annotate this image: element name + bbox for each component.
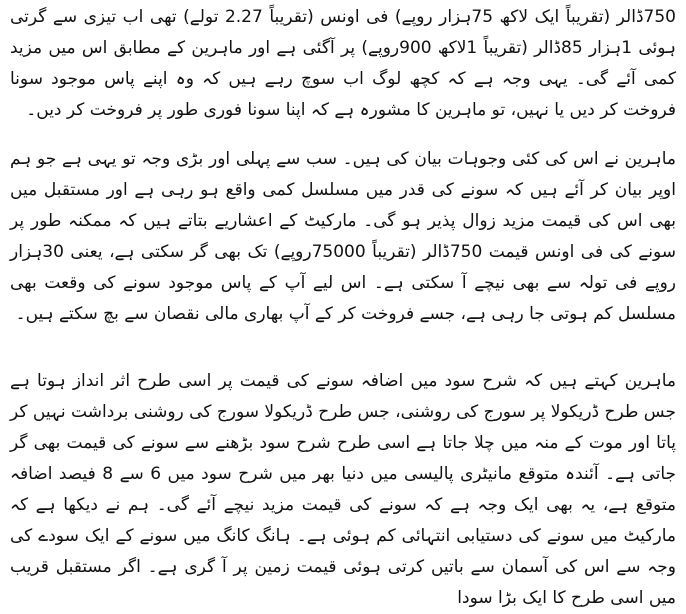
paragraph-1: 750ڈالر (تقریباً ایک لاکھ 75ہزار روپے) فی اونس (تقریباً 2.27 تولے) تھی اب تیزی سے گرتی ہوئی 1ہزار 85ڈالر (تقریباً 1لاکھ 900روپے) پر آگئی ہے اور ماہرین کے مطابق اس میں مزید کمی آئے گی۔ یہی وجہ ہے کہ کچھ لوگ اب سوچ رہے ہیں کہ وہ اپنے پاس موجود سونا فروخت کر دیں یا نہیں، تو ماہرین کا مشورہ ہے کہ اپنا سونا فوری طور پر فروخت کر دیں۔ — [10, 7, 677, 120]
paragraph-2: ماہرین نے اس کی کئی وجوہات بیان کی ہیں۔ سب سے پہلی اور بڑی وجہ تو یہی ہے جو ہم اوپر بیان کر آئے ہیں کہ سونے کی قدر میں مسلسل کمی واقع ہو رہی ہے اور مستقبل میں بھی اس کی قیمت مزید زوال پذیر ہو گی۔ مارکیٹ کے اعشاریے بتاتے ہیں کہ ممکنہ طور پر سونے کی فی اونس قیمت 750ڈالر (تقریباً 75000روپے) تک بھی گر سکتی ہے، یعنی 30ہزار روپے فی تولہ سے بھی نیچے آ سکتی ہے۔ اس لیے آپ کے پاس موجود سونے کی وقعت بھی مسلسل کم ہوتی جا رہی ہے، جسے فروخت کر کے آپ بھاری مالی نقصان سے بچ سکتے ہیں۔ — [10, 149, 676, 324]
article-body — [10, 0, 677, 608]
paragraph-3: ماہرین کہتے ہیں کہ شرح سود میں اضافہ سونے کی قیمت پر اسی طرح اثر انداز ہوتا ہے جس طرح ڈریکولا پر سورج کی روشنی، جس طرح ڈریکولا سورج کی روشنی برداشت نہیں کر پاتا اور موت کے منہ میں چلا جاتا ہے اسی طرح شرح سود بڑھنے سے سونے کی قیمت بھی گر جاتی ہے۔ آئندہ متوقع مانیٹری پالیسی میں دنیا بھر میں شرح سود میں 6 سے 8 فیصد اضافہ متوقع ہے، یہ بھی ایک وجہ ہے کہ سونے کی قیمت مزید نیچے آئے گی۔ ہم نے دیکھا ہے کہ مارکیٹ میں سونے کی دستیابی انتہائی کم ہوئی ہے۔ ہانگ کانگ میں سونے کے ایک سودے کی وجہ سے اس کی آسمان سے باتیں کرتی ہوئی قیمت زمین پر آ گری ہے۔ اگر مستقبل قریب میں اسی طرح کا ایک بڑا سودا — [10, 371, 677, 608]
